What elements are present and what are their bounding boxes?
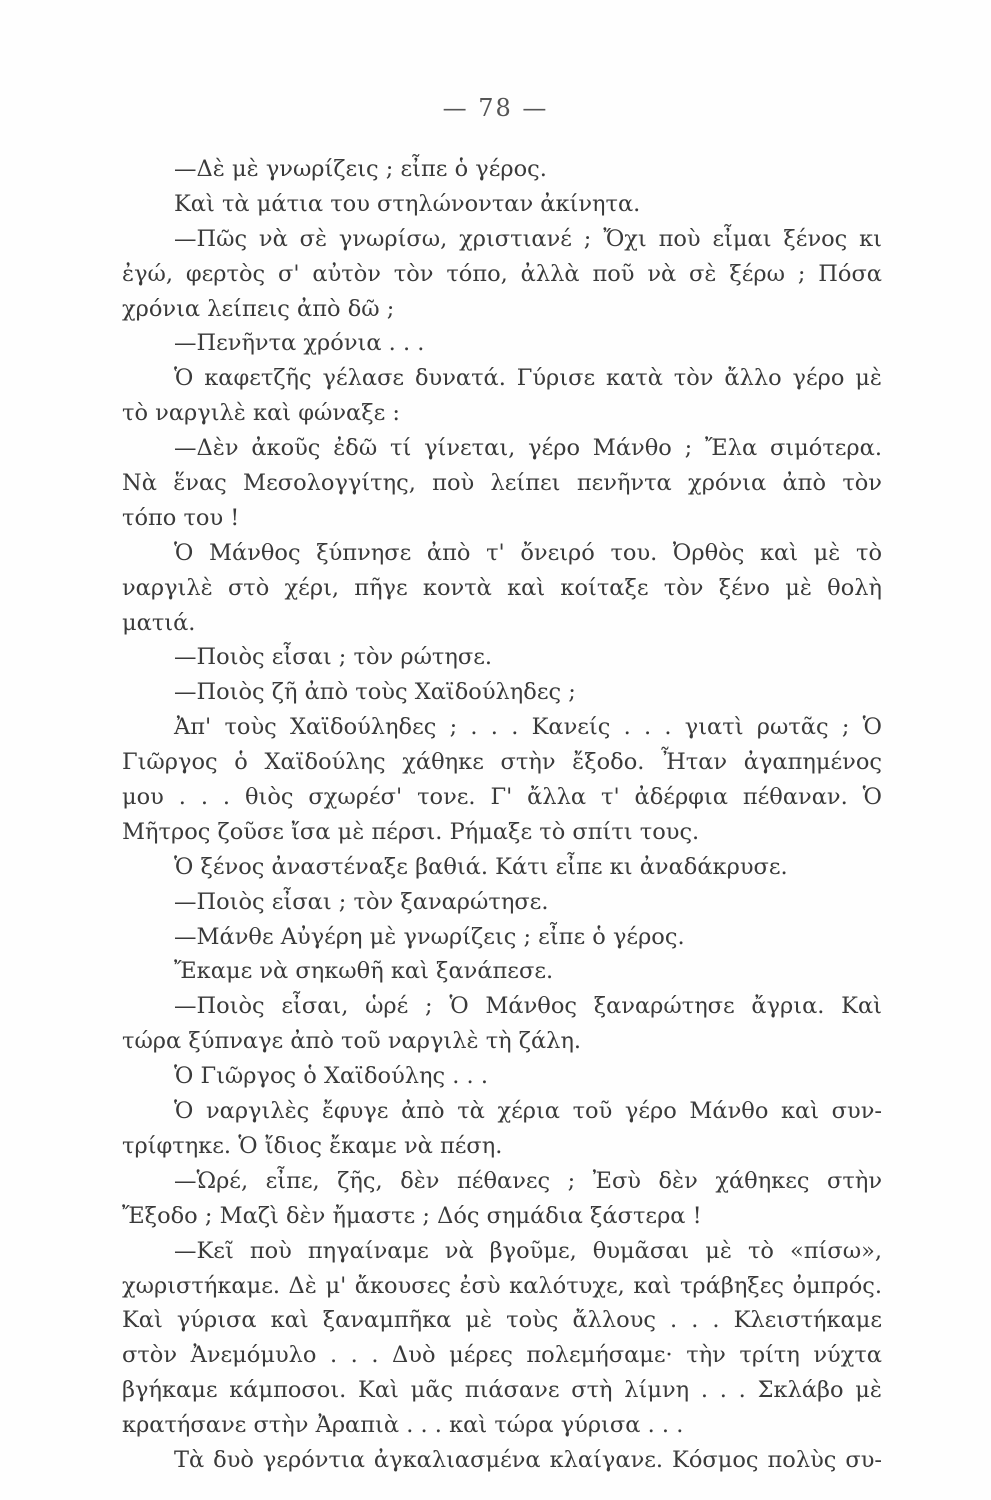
text-line: Καὶ γύρισα καὶ ξαναμπῆκα μὲ τοὺς ἄλλους . . . Κλειστήκαμε bbox=[122, 1307, 882, 1334]
text-line: ναργιλὲ στὸ χέρι, πῆγε κοντὰ καὶ κοίταξε τὸν ξένο μὲ θολὴ bbox=[122, 574, 882, 601]
text-line: Ἀπ' τοὺς Χαϊδούληδες ; . . . Κανείς . . . γιατὶ ρωτᾶς ; Ὁ bbox=[174, 714, 882, 741]
page-number: — 78 — bbox=[442, 94, 549, 122]
text-line: ἐγώ, φερτὸς σ' αὐτὸν τὸν τόπο, ἀλλὰ ποῦ νὰ σὲ ξέρω ; Πόσα bbox=[122, 260, 882, 287]
text-line: Τὰ δυὸ γερόντια ἀγκαλιασμένα κλαίγανε. Κόσμος πολὺς συ- bbox=[174, 1446, 882, 1473]
text-line: Ὁ Γιῶργος ὁ Χαϊδούλης . . . bbox=[174, 1063, 489, 1090]
text-line: Ἔκαμε νὰ σηκωθῆ καὶ ξανάπεσε. bbox=[174, 958, 554, 985]
text-line: τόπο του ! bbox=[122, 504, 240, 531]
text-line: Ὁ καφετζῆς γέλασε δυνατά. Γύρισε κατὰ τὸν ἄλλο γέρο μὲ bbox=[174, 365, 882, 392]
text-body bbox=[122, 152, 882, 1478]
text-line: ματιά. bbox=[122, 609, 196, 636]
text-line: τὸ ναργιλὲ καὶ φώναξε : bbox=[122, 400, 400, 427]
text-line: μου . . . θιὸς σχωρέσ' τονε. Γ' ἄλλα τ' ἀδέρφια πέθαναν. Ὁ bbox=[122, 784, 882, 811]
text-line: τώρα ξύπναγε ἀπὸ τοῦ ναργιλὲ τὴ ζάλη. bbox=[122, 1028, 582, 1055]
text-line: —Δὲ μὲ γνωρίζεις ; εἶπε ὁ γέρος. bbox=[174, 156, 547, 182]
text-line: χρόνια λείπεις ἀπὸ δῶ ; bbox=[122, 295, 395, 322]
text-line: Μῆτρος ζοῦσε ἴσα μὲ πέρσι. Ρήμαξε τὸ σπίτι τους. bbox=[122, 818, 700, 845]
text-line: —Ποιὸς εἶσαι, ὡρέ ; Ὁ Μάνθος ξαναρώτησε ἄγρια. Καὶ bbox=[174, 993, 882, 1020]
text-line: Ἔξοδο ; Μαζὶ δὲν ἤμαστε ; Δός σημάδια ξάστερα ! bbox=[122, 1202, 702, 1229]
text-line: Ὁ ναργιλὲς ἔφυγε ἀπὸ τὰ χέρια τοῦ γέρο Μάνθο καὶ συν- bbox=[174, 1098, 882, 1125]
text-line: —Ποιὸς εἶσαι ; τὸν ρώτησε. bbox=[174, 644, 493, 671]
text-line: —Πενῆντα χρόνια . . . bbox=[174, 330, 425, 357]
text-line: Ὁ ξένος ἀναστέναξε βαθιά. Κάτι εἶπε κι ἀναδάκρυσε. bbox=[174, 853, 788, 880]
text-line: —Ποιὸς εἶσαι ; τὸν ξαναρώτησε. bbox=[174, 888, 549, 915]
text-line: Νὰ ἕνας Μεσολογγίτης, ποὺ λείπει πενῆντα χρόνια ἀπὸ τὸν bbox=[122, 470, 882, 497]
text-line: —Ποιὸς ζῆ ἀπὸ τοὺς Χαϊδούληδες ; bbox=[174, 679, 576, 706]
text-line: κρατήσανε στὴν Ἀραπιὰ . . . καὶ τώρα γύρισα . . . bbox=[122, 1412, 684, 1439]
text-line: Γιῶργος ὁ Χαϊδούλης χάθηκε στὴν ἔξοδο. Ἦταν ἀγαπημένος bbox=[122, 749, 882, 776]
text-line: Καὶ τὰ μάτια του στηλώνονταν ἀκίνητα. bbox=[174, 190, 641, 217]
text-line: —Πῶς νὰ σὲ γνωρίσω, χριστιανέ ; Ὄχι ποὺ εἶμαι ξένος κι bbox=[174, 225, 882, 252]
text-line: —Μάνθε Αὐγέρη μὲ γνωρίζεις ; εἶπε ὁ γέρος. bbox=[174, 923, 685, 950]
text-line: στὸν Ἀνεμόμυλο . . . Δυὸ μέρες πολεμήσαμε· τὴν τρίτη νύχτα bbox=[122, 1342, 882, 1369]
text-line: —Κεῖ ποὺ πηγαίναμε νὰ βγοῦμε, θυμᾶσαι μὲ τὸ «πίσω», bbox=[174, 1237, 882, 1264]
text-line: —Ὡρέ, εἶπε, ζῆς, δὲν πέθανες ; Ἐσὺ δὲν χάθηκες στὴν bbox=[174, 1167, 882, 1194]
text-line: —Δὲν ἀκοῦς ἐδῶ τί γίνεται, γέρο Μάνθο ; Ἔλα σιμότερα. bbox=[174, 435, 882, 462]
text-line: Ὁ Μάνθος ξύπνησε ἀπὸ τ' ὄνειρό του. Ὀρθὸς καὶ μὲ τὸ bbox=[174, 539, 882, 566]
text-line: χωριστήκαμε. Δὲ μ' ἄκουσες ἐσὺ καλότυχε, καὶ τράβηξες ὀμπρός. bbox=[122, 1272, 882, 1299]
text-line: τρίφτηκε. Ὁ ἴδιος ἔκαμε νὰ πέση. bbox=[122, 1132, 503, 1159]
text-line: βγήκαμε κάμποσοι. Καὶ μᾶς πιάσανε στὴ λίμνη . . . Σκλάβο μὲ bbox=[122, 1377, 882, 1404]
